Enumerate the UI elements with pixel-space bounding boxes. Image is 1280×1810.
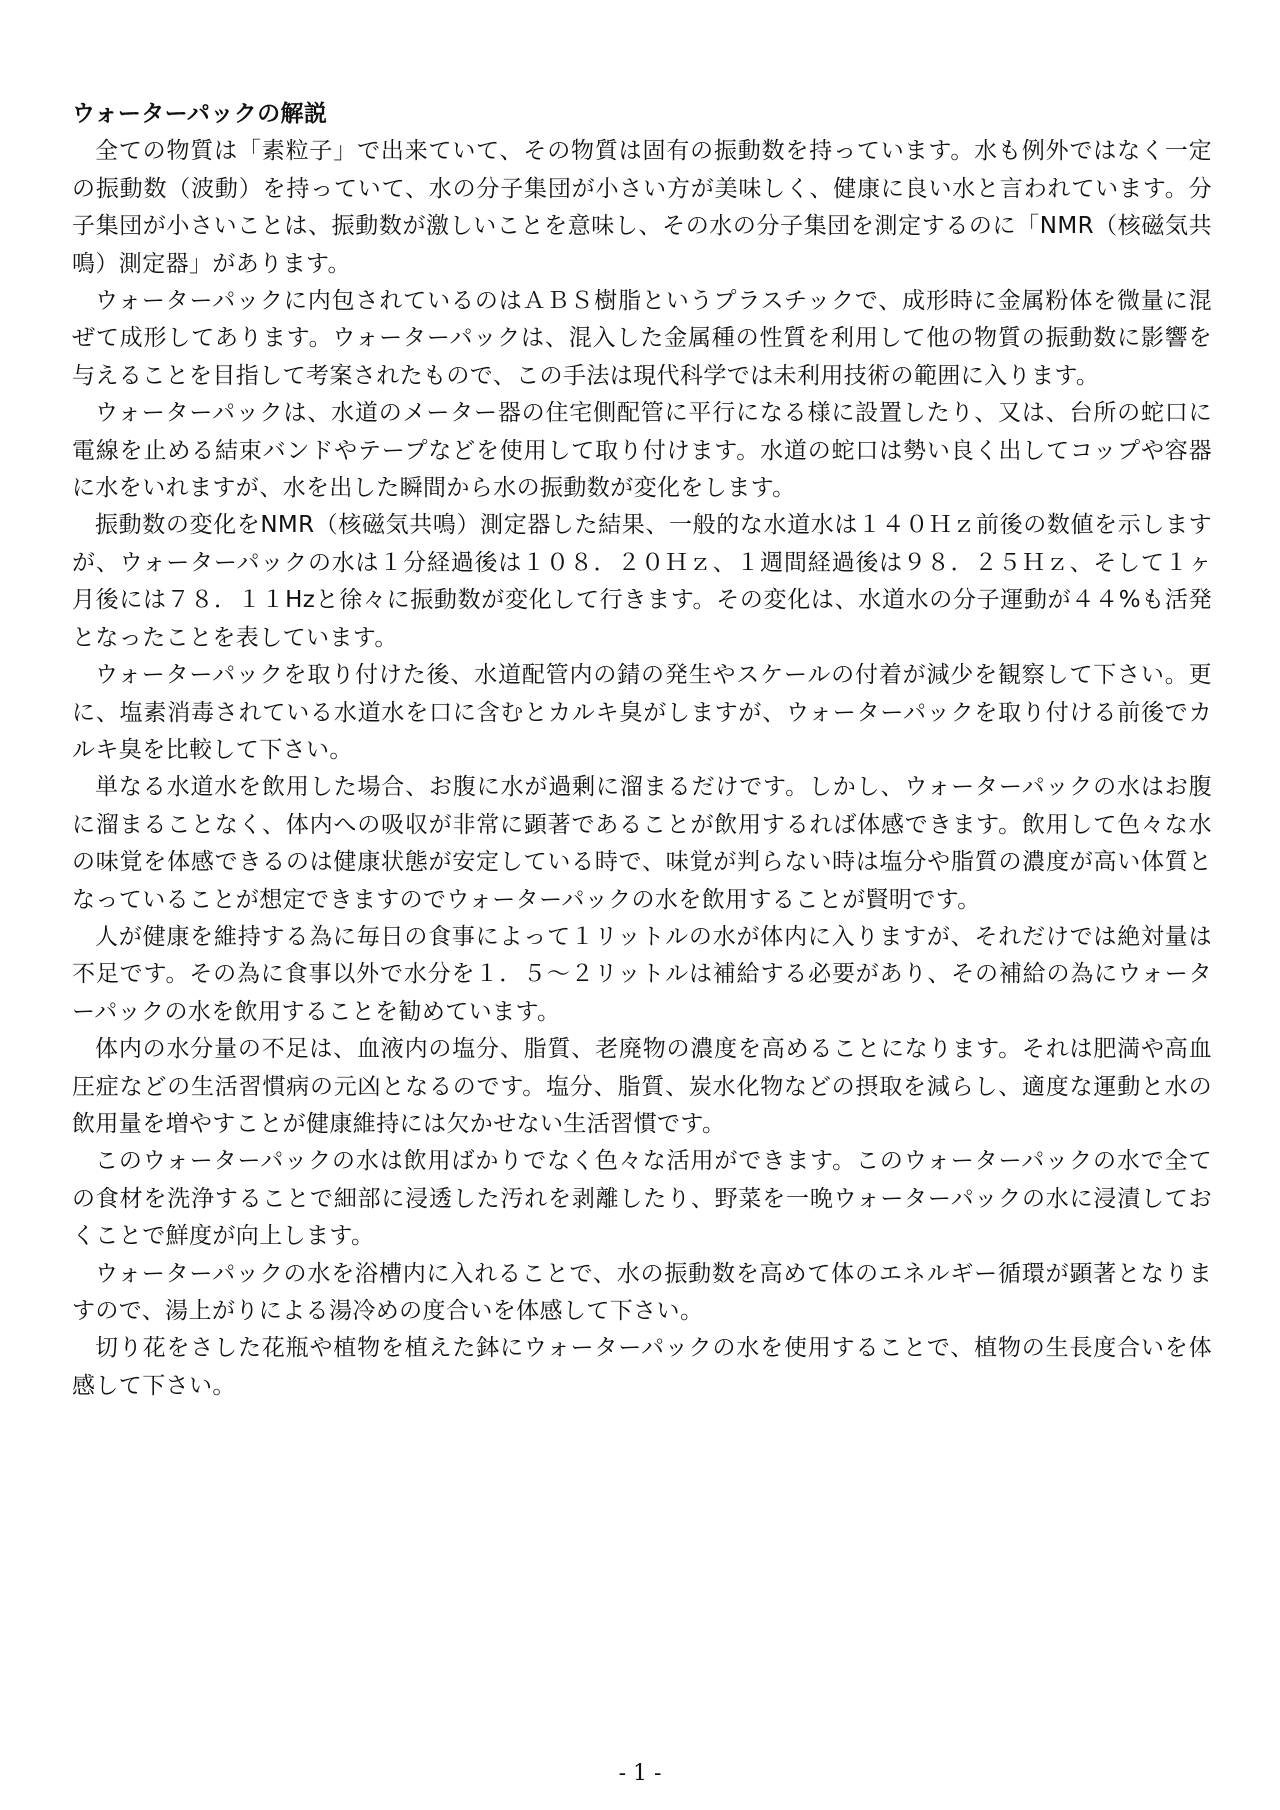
paragraph: ウォーターパックは、水道のメーター器の住宅側配管に平行になる様に設置したり、又は、台所の蛇口に電線を止める結束バンドやテープなどを使用して取り付けます。水道の蛇口は勢い良く出してコップや容器に水をいれますが、水を出した瞬間から水の振動数が変化をします。: [72, 400, 1212, 502]
paragraph: 振動数の変化をNMR（核磁気共鳴）測定器した結果、一般的な水道水は１４０Ｈｚ前後の数値を示しますが、ウォーターパックの水は１分経過後は１０８．２０Ｈｚ、１週間経過後は９８．２５Ｈｚ、そして１ヶ月後には７８．１１Hzと徐々に振動数が変化して行きます。その変化は、水道水の分子運動が４４%も活発となったことを表しています。: [72, 512, 1212, 651]
document-title: ウォーターパックの解説: [72, 101, 328, 127]
paragraph: ウォーターパックに内包されているのはＡＢＳ樹脂というプラスチックで、成形時に金属粉体を微量に混ぜて成形してあります。ウォーターパックは、混入した金属種の性質を利用して他の物質の振動数に影響を与えることを目指して考案されたもので、この手法は現代科学では未利用技術の範囲に入ります。: [72, 288, 1212, 389]
paragraph: 全ての物質は「素粒子」で出来ていて、その物質は固有の振動数を持っています。水も例外ではなく一定の振動数（波動）を持っていて、水の分子集団が小さい方が美味しく、健康に良い水と言われています。分子集団が小さいことは、振動数が激しいことを意味し、その水の分子集団を測定するのに「NMR（核磁気共鳴）測定器」があります。: [72, 138, 1212, 277]
paragraph: このウォーターパックの水は飲用ばかりでなく色々な活用ができます。このウォーターパックの水で全ての食材を洗浄することで細部に浸透した汚れを剥離したり、野菜を一晩ウォーターパックの水に浸漬しておくことで鮮度が向上します。: [72, 1148, 1212, 1250]
paragraph: 単なる水道水を飲用した場合、お腹に水が過剰に溜まるだけです。しかし、ウォーターパックの水はお腹に溜まることなく、体内への吸収が非常に顕著であることが飲用するれば体感できます。飲用して色々な水の味覚を体感できるのは健康状態が安定している時で、味覚が判らない時は塩分や脂質の濃度が高い体質となっていることが想定できますのでウォーターパックの水を飲用することが賢明です。: [72, 774, 1212, 913]
paragraph: ウォーターパックの水を浴槽内に入れることで、水の振動数を高めて体のエネルギー循環が顕著となりますので、湯上がりによる湯冷めの度合いを体感して下さい。: [72, 1260, 1212, 1324]
document-body: [72, 96, 1212, 1405]
paragraph: 体内の水分量の不足は、血液内の塩分、脂質、老廃物の濃度を高めることになります。それは肥満や高血圧症などの生活習慣病の元凶となるのです。塩分、脂質、炭水化物などの摂取を減らし、適度な運動と水の飲用量を増やすことが健康維持には欠かせない生活習慣です。: [72, 1036, 1212, 1137]
page-number: - 1 -: [618, 1761, 662, 1786]
paragraph: ウォーターパックを取り付けた後、水道配管内の錆の発生やスケールの付着が減少を観察して下さい。更に、塩素消毒されている水道水を口に含むとカルキ臭がしますが、ウォーターパックを取り付ける前後でカルキ臭を比較して下さい。: [72, 662, 1212, 763]
paragraph: 切り花をさした花瓶や植物を植えた鉢にウォーターパックの水を使用することで、植物の生長度合いを体感して下さい。: [72, 1335, 1212, 1399]
paragraph: 人が健康を維持する為に毎日の食事によって１リットルの水が体内に入りますが、それだけでは絶対量は不足です。その為に食事以外で水分を１．５～２リットルは補給する必要があり、その補給の為にウォーターパックの水を飲用することを勧めています。: [72, 923, 1212, 1025]
